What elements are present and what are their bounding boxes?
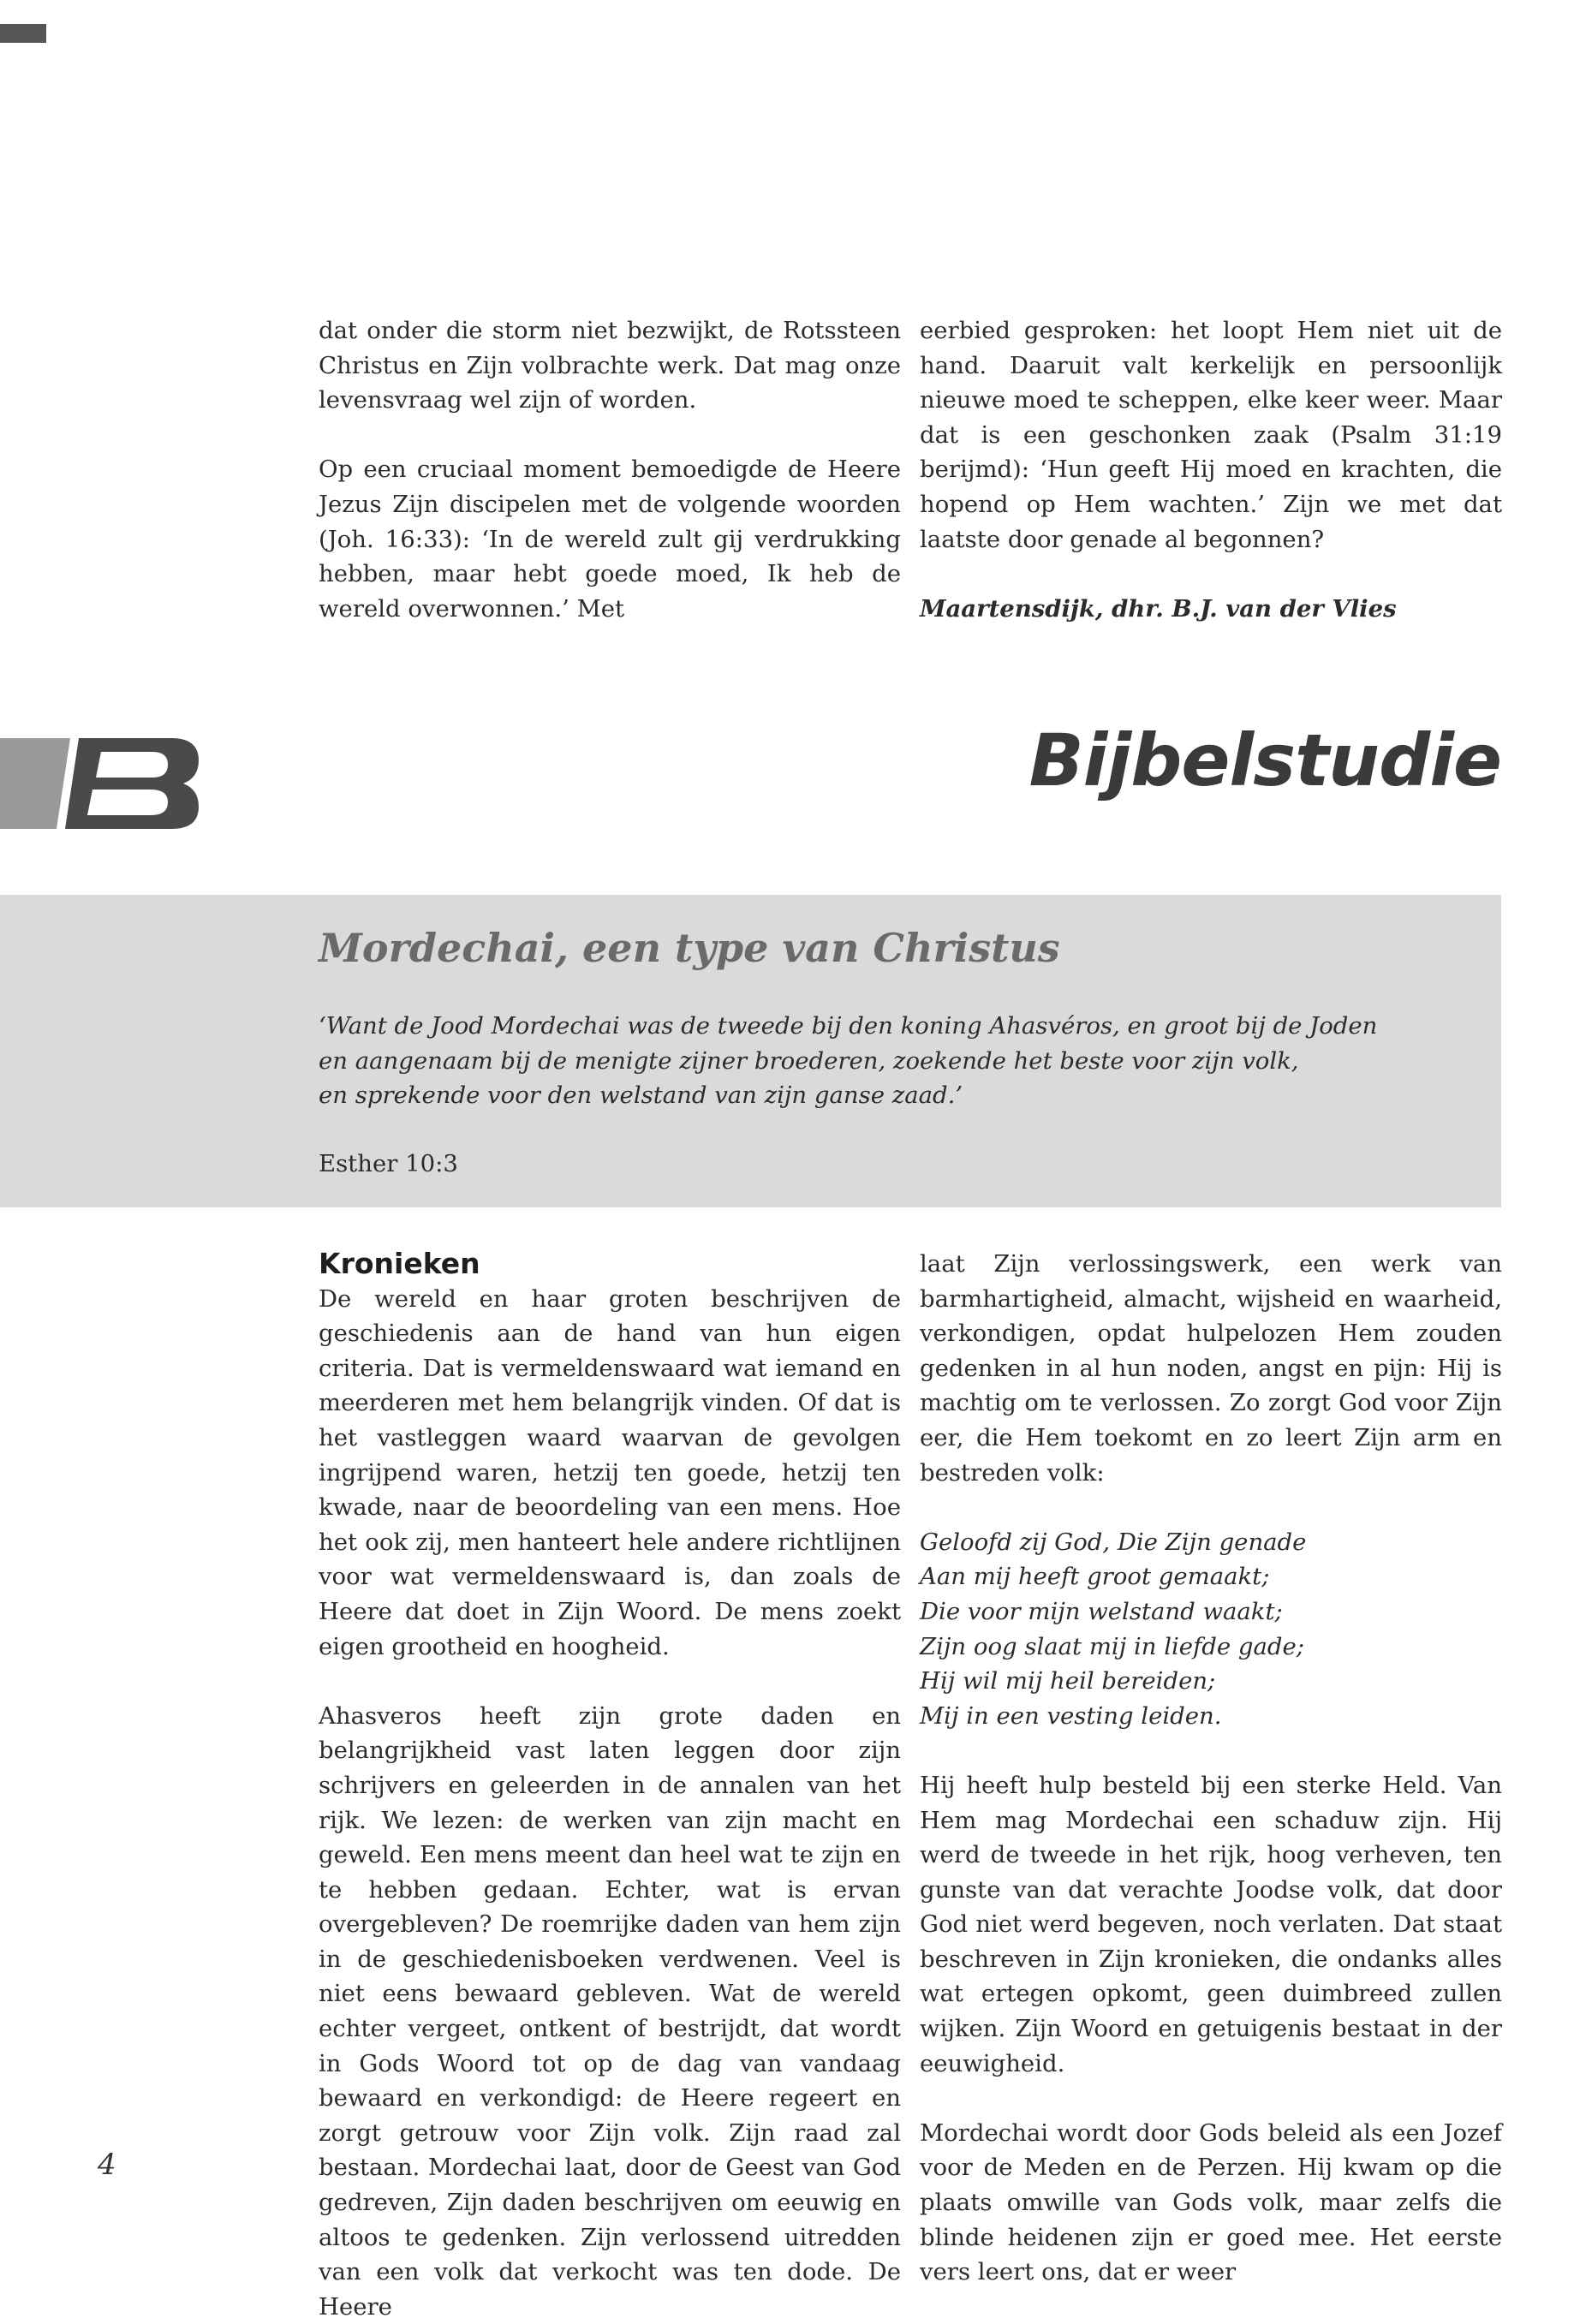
section-logo-b <box>0 738 199 829</box>
paragraph: laat Zijn verlossingswerk, een werk van barmhartigheid, almacht, wijsheid en waarheid, verkondigen, opdat hulpelozen Hem zouden gedenken in al hun noden, angst en pijn: Hij is machtig om te verlossen. Zo zorgt God voor Zijn eer, die Hem toekomt en zo leert Zijn arm en bestreden volk: <box>920 1250 1502 1487</box>
scripture-quote <box>319 1009 1415 1113</box>
paragraph: Mordechai wordt door Gods beleid als een Jozef voor de Meden en de Perzen. Hij kwam op die plaats omwille van Gods volk, maar zelfs die blinde heidenen zijn er goed mee. Het eerste vers leert ons, dat er weer <box>920 2118 1502 2286</box>
corner-marker <box>0 24 46 43</box>
author-signature: Maartensdijk, dhr. B.J. van der Vlies <box>920 594 1397 623</box>
scripture-reference: Esther 10:3 <box>319 1150 458 1177</box>
paragraph: Op een cruciaal moment bemoedigde de Heere Jezus Zijn discipelen met de volgende woorden (Joh. 16:33): ‘In de wereld zult gij verdrukking hebben, maar hebt goede moed, Ik heb de wereld overwonnen.’ Met <box>319 456 901 623</box>
page-number: 4 <box>98 2148 116 2182</box>
verse-line: Hij wil mij heil bereiden; <box>920 1667 1216 1695</box>
verse-line: Zijn oog slaat mij in liefde gade; <box>920 1632 1305 1660</box>
quote-line: ‘Want de Jood Mordechai was de tweede bij den koning Ahasvéros, en groot bij de Joden <box>319 1012 1378 1040</box>
quote-line: en aangenaam bij de menigte zijner broederen, zoekende het beste voor zijn volk, <box>319 1046 1299 1075</box>
verse-line: Aan mij heeft groot gemaakt; <box>920 1563 1270 1591</box>
paragraph: Ahasveros heeft zijn grote daden en belangrijkheid vast laten leggen door zijn schrijvers en geleerden in de annalen van het rijk. We lezen: de werken van zijn macht en geweld. Een mens meent dan heel wat te zijn en te hebben gedaan. Echter, wat is ervan overgebleven? De roemrijke daden van hem zijn in de geschiedenisboeken verdwenen. Veel is niet eens bewaard gebleven. Wat de wereld echter vergeet, ontkent of bestrijdt, dat wordt in Gods Woord tot op de dag van vandaag bewaard en verkondigd: de Heere regeert en zorgt getrouw voor Zijn volk. Zijn raad zal bestaan. Mordechai laat, door de Geest van God gedreven, Zijn daden beschrijven om eeuwig en altoos te gedenken. Zijn verlossend uitredden van een volk dat verkocht was ten dode. De Heere <box>319 1701 901 2321</box>
logo-letter-b <box>65 738 199 829</box>
verse-line: Geloofd zij God, Die Zijn genade <box>920 1528 1307 1556</box>
article-title: Mordechai, een type van Christus <box>319 925 1060 971</box>
psalm-verse <box>920 1525 1502 1734</box>
section-title: Bijbelstudie <box>1028 718 1501 802</box>
top-right-column <box>920 313 1502 626</box>
subheading: Kronieken <box>319 1247 480 1280</box>
logo-light-block <box>0 738 70 829</box>
paragraph: eerbied gesproken: het loopt Hem niet uit de hand. Daaruit valt kerkelijk en persoonlijk nieuwe moed te scheppen, elke keer weer. Maar dat is een geschonken zaak (Psalm 31:19 berijmd): ‘Hun geeft Hij moed en krachten, die hopend op Hem wachten.’ Zijn we met dat laatste door genade al begonnen? <box>920 317 1502 553</box>
verse-line: Mij in een vesting leiden. <box>920 1701 1222 1730</box>
article-left-column <box>319 1247 901 2324</box>
verse-line: Die voor mijn welstand waakt; <box>920 1597 1283 1625</box>
paragraph: De wereld en haar groten beschrijven de geschiedenis aan de hand van hun eigen criteria. Dat is vermeldenswaard wat iemand en meerderen met hem belangrijk vinden. Of dat is het vastleggen waard waarvan de gevolgen ingrijpend waren, hetzij ten goede, hetzij ten kwade, naar de beoordeling van een mens. Hoe het ook zij, men hanteert hele andere richtlijnen voor wat vermeldenswaard is, dan zoals de Heere dat doet in Zijn Woord. De mens zoekt eigen grootheid en hoogheid. <box>319 1284 901 1660</box>
quote-line: en sprekende voor den welstand van zijn ganse zaad.’ <box>319 1082 963 1110</box>
paragraph: dat onder die storm niet bezwijkt, de Rotssteen Christus en Zijn volbrachte werk. Dat mag onze levensvraag wel zijn of worden. <box>319 317 901 414</box>
top-left-column <box>319 313 901 626</box>
paragraph: Hij heeft hulp besteld bij een sterke Held. Van Hem mag Mordechai een schaduw zijn. Hij werd de tweede in het rijk, hoog verheven, ten gunste van dat verachte Joodse volk, dat door God niet werd begeven, noch verlaten. Dat staat beschreven in Zijn kronieken, die ondanks alles wat ertegen opkomt, geen duimbreed zullen wijken. Zijn Woord en getuigenis bestaat in der eeuwigheid. <box>920 1771 1502 2077</box>
article-right-column <box>920 1247 1502 2290</box>
